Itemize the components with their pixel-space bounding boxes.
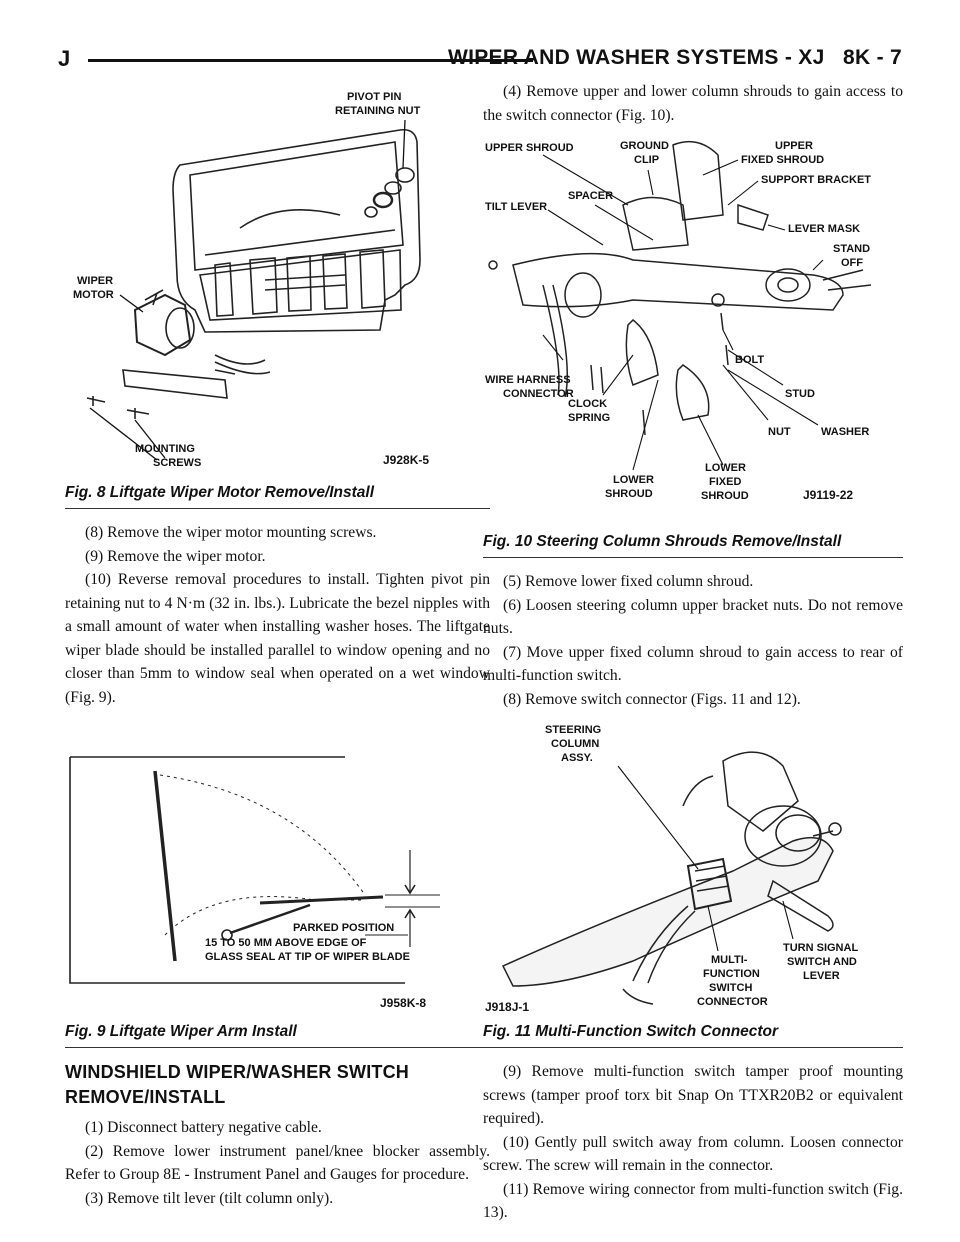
left-step-2: (2) Remove lower instrument panel/knee blocker assembly. Refer to Group 8E - Instrument Panel and Gauges for procedure. (65, 1142, 490, 1183)
fig10-label-stud: STUD (785, 388, 815, 400)
fig8-caption: Fig. 8 Liftgate Wiper Motor Remove/Install (65, 484, 375, 501)
fig10-code: J9119-22 (803, 488, 854, 502)
fig10-label-wire-harness: WIRE HARNESS (485, 374, 571, 386)
figure-11 (483, 721, 903, 1048)
fig10-label-lower-fixed-1: LOWER (705, 462, 746, 474)
fig10-label-clip: CLIP (634, 154, 660, 166)
fig8-illustration (65, 80, 490, 482)
fig8-label-wiper: WIPER (77, 275, 114, 287)
right-step-7: (7) Move upper fixed column shroud to gain access to rear of multi-function switch. (483, 643, 903, 684)
fig10-label-bolt: BOLT (735, 354, 765, 366)
fig10-label-clock: CLOCK (568, 398, 608, 410)
fig9-caption: Fig. 9 Liftgate Wiper Arm Install (65, 1023, 297, 1040)
fig10-label-upper: UPPER (775, 140, 813, 152)
fig8-label-pivot-pin: PIVOT PIN (347, 91, 402, 103)
right-step-6: (6) Loosen steering column upper bracket nuts. Do not remove nuts. (483, 596, 903, 637)
section-heading-line1: WINDSHIELD WIPER/WASHER SWITCH (65, 1062, 409, 1082)
fig11-label-column: COLUMN (551, 738, 600, 750)
right-step-8: (8) Remove switch connector (Figs. 11 and 12). (503, 690, 801, 708)
fig10-label-fixed-shroud: FIXED SHROUD (741, 154, 825, 166)
fig8-label-motor: MOTOR (73, 289, 114, 301)
fig9-label-line3: GLASS SEAL AT TIP OF WIPER BLADE (205, 951, 410, 963)
fig10-label-lower-shroud: SHROUD (605, 488, 653, 500)
left-step-8: (8) Remove the wiper motor mounting screws. (85, 524, 377, 541)
right-column (483, 80, 903, 1225)
fig10-label-connector: CONNECTOR (503, 388, 574, 400)
page-number: 8K - 7 (843, 46, 902, 69)
fig8-label-mounting: MOUNTING (135, 443, 195, 455)
left-step-10: (10) Reverse removal procedures to install. Tighten pivot pin retaining nut to 4 N·m (32 in. lbs.). Lubricate the bezel nipples with a small amount of water when installing washer hoses. The liftgate wiper blade should be installed parallel to window opening and no closer than 5mm to window seal when operated on a wet window (Fig. 9). (65, 571, 490, 706)
fig10-label-lower-fixed-2: FIXED (709, 476, 742, 488)
fig11-label-lever: LEVER (803, 970, 840, 982)
right-step-5: (5) Remove lower fixed column shroud. (503, 573, 754, 590)
fig11-label-multi: MULTI- (711, 954, 748, 966)
left-step-3: (3) Remove tilt lever (tilt column only). (85, 1189, 334, 1207)
figure-10 (483, 135, 903, 558)
fig9-code: J958K-8 (380, 996, 427, 1010)
fig11-illustration (483, 721, 903, 1021)
fig10-label-spring: SPRING (568, 412, 611, 424)
fig10-label-spacer: SPACER (568, 190, 614, 202)
left-step-9: (9) Remove the wiper motor. (85, 547, 266, 565)
fig8-label-retaining-nut: RETAINING NUT (335, 105, 421, 117)
fig10-label-support-bracket: SUPPORT BRACKET (761, 174, 872, 186)
fig10-label-nut: NUT (768, 426, 791, 438)
fig11-label-assy: ASSY. (561, 752, 593, 764)
fig10-label-off: OFF (841, 257, 863, 269)
figure-8 (65, 80, 490, 509)
right-step-10: (10) Gently pull switch away from column. Loosen connector screw. The screw will remain in the connector. (483, 1133, 903, 1174)
fig10-illustration (483, 135, 903, 531)
fig11-label-function: FUNCTION (703, 968, 760, 980)
fig11-caption: Fig. 11 Multi-Function Switch Connector (483, 1023, 779, 1040)
fig11-label-steering: STEERING (545, 724, 602, 736)
fig10-label-ground: GROUND (620, 140, 669, 152)
fig11-label-turn-signal: TURN SIGNAL (783, 942, 859, 954)
header-title (448, 46, 902, 70)
fig11-label-switch: SWITCH (709, 982, 753, 994)
fig8-label-screws: SCREWS (153, 457, 202, 469)
right-step-9: (9) Remove multi-function switch tamper proof mounting screws (tamper proof torx bit Snap On TTXR20B2 or equivalent required). (483, 1063, 903, 1127)
fig8-code: J928K-5 (383, 453, 430, 467)
fig11-label-connector: CONNECTOR (697, 996, 768, 1008)
page-header (58, 42, 902, 82)
figure-9 (65, 735, 490, 1048)
section-heading (65, 1060, 490, 1110)
fig9-illustration (65, 735, 490, 1021)
fig10-caption: Fig. 10 Steering Column Shrouds Remove/Install (483, 533, 842, 550)
right-step-11: (11) Remove wiring connector from multi-function switch (Fig. 13). (483, 1180, 903, 1221)
fig9-label-line1: PARKED POSITION (293, 922, 395, 934)
fig11-code: J918J-1 (485, 1000, 530, 1014)
left-step-1: (1) Disconnect battery negative cable. (85, 1119, 322, 1136)
section-letter: J (58, 46, 71, 71)
fig9-label-line2: 15 TO 50 MM ABOVE EDGE OF (205, 937, 367, 949)
fig10-label-tilt-lever: TILT LEVER (485, 201, 548, 213)
fig11-label-switch-and: SWITCH AND (787, 956, 857, 968)
right-step-4: (4) Remove upper and lower column shrouds to gain access to the switch connector (Fig. 10). (483, 83, 903, 124)
fig10-label-upper-shroud: UPPER SHROUD (485, 142, 574, 154)
fig10-label-lower-fixed-3: SHROUD (701, 490, 749, 502)
fig10-label-lever-mask: LEVER MASK (788, 223, 861, 235)
fig10-label-lower: LOWER (613, 474, 654, 486)
fig10-label-stand: STAND (833, 243, 871, 255)
section-heading-line2: REMOVE/INSTALL (65, 1087, 226, 1107)
left-column (65, 80, 490, 1210)
header-title-text: WIPER AND WASHER SYSTEMS - XJ (447, 46, 825, 69)
fig10-label-washer: WASHER (821, 426, 870, 438)
